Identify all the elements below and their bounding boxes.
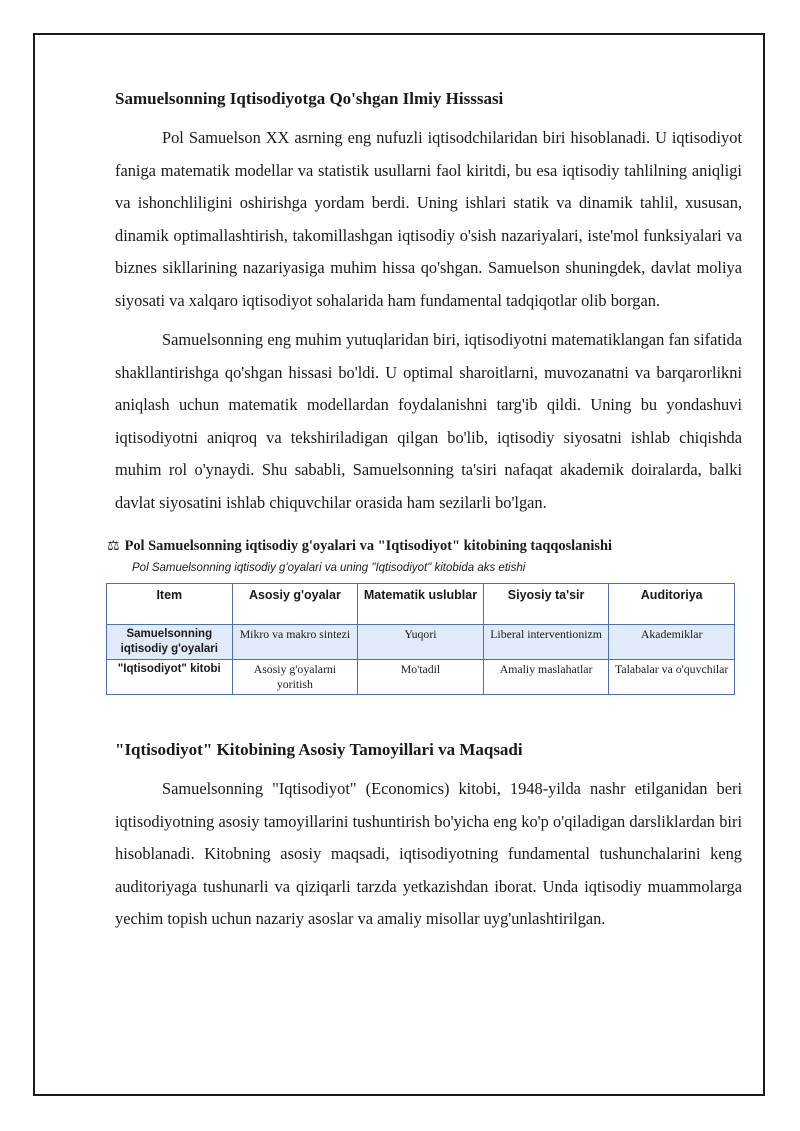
- document-body: [107, 84, 742, 943]
- table-cell: Samuelsonning iqtisodiy g'oyalari: [107, 625, 233, 660]
- table-row: [107, 625, 735, 660]
- section-heading-principles: "Iqtisodiyot" Kitobining Asosiy Tamoyillari va Maqsadi: [115, 740, 523, 759]
- balance-scale-icon: ⚖: [107, 538, 120, 554]
- table-cell: Mikro va makro sintezi: [232, 625, 358, 660]
- column-header: Matematik uslublar: [358, 584, 484, 625]
- table-cell: Talabalar va o'quvchilar: [609, 660, 735, 695]
- column-header: Asosiy g'oyalar: [232, 584, 358, 625]
- paragraph: Samuelsonning "Iqtisodiyot" (Economics) kitobi, 1948-yilda nashr etilganidan beri iqtisodiyotning asosiy tamoyillarini tushuntirish bo'yicha eng ko'p o'qiladigan darsliklardan biri hisoblanadi. Kitobning asosiy maqsadi, iqtisodiyotning fundamental tushunchalarini keng auditoriyaga tushunarli va qiziqarli tarzda yetkazishdan iborat. Unda iqtisodiy muammolarga yechim topish uchun nazariy asoslar va amaliy misollar uyg'unlashtirilgan.: [115, 779, 742, 928]
- table-cell: Mo'tadil: [358, 660, 484, 695]
- table-cell: Asosiy g'oyalarni yoritish: [232, 660, 358, 695]
- column-header: Item: [107, 584, 233, 625]
- section-heading-contribution: Samuelsonning Iqtisodiyotga Qo'shgan Ilmiy Hisssasi: [115, 89, 504, 108]
- table-header-row: [107, 584, 735, 625]
- table-cell: Akademiklar: [609, 625, 735, 660]
- table-row: [107, 660, 735, 695]
- table-cell: Amaliy maslahatlar: [483, 660, 609, 695]
- table-cell: Liberal interventionizm: [483, 625, 609, 660]
- table-cell: Yuqori: [358, 625, 484, 660]
- comparison-table: [106, 583, 735, 695]
- column-header: Siyosiy ta'sir: [483, 584, 609, 625]
- table-caption-text: Pol Samuelsonning iqtisodiy g'oyalari va "Iqtisodiyot" kitobining taqqoslanishi: [124, 538, 612, 554]
- table-caption: [107, 535, 742, 557]
- column-header: Auditoriya: [609, 584, 735, 625]
- table-cell: "Iqtisodiyot" kitobi: [107, 660, 233, 695]
- table-subcaption: Pol Samuelsonning iqtisodiy g'oyalari va uning "Iqtisodiyot" kitobida aks etishi: [132, 562, 526, 574]
- paragraph: Pol Samuelson XX asrning eng nufuzli iqtisodchilaridan biri hisoblanadi. U iqtisodiyot faniga matematik modellar va statistik usullarni faol kiritdi, bu esa iqtisodiy tahlilning aniqligi va ishonchliligini oshirishga yordam berdi. Uning ishlari statik va dinamik tahlil, xususan, dinamik optimallashtirish, takomillashgan iqtisodiy o'sish nazariyalari, iste'mol funksiyalari va biznes sikllarining nazariyasiga muhim hissa qo'shgan. Samuelson shuningdek, davlat moliya siyosati va xalqaro iqtisodiyot sohalarida ham fundamental tadqiqotlar olib borgan.: [115, 128, 742, 310]
- paragraph: Samuelsonning eng muhim yutuqlaridan biri, iqtisodiyotni matematiklangan fan sifatida shakllantirishga qo'shgan hissasi bo'ldi. U optimal sharoitlarni, muvozanatni va barqarorlikni aniqlash uchun matematik modellardan foydalanishni targ'ib qildi. Uning bu yondashuvi iqtisodiyotni aniqroq va tekshiriladigan qilgan bo'lib, iqtisodiy siyosatni ishlab chiqishda muhim rol o'ynaydi. Shu sababli, Samuelsonning ta'siri nafaqat akademik doiralarda, balki davlat siyosatini ishlab chiquvchilar orasida ham sezilarli bo'lgan.: [115, 330, 742, 512]
